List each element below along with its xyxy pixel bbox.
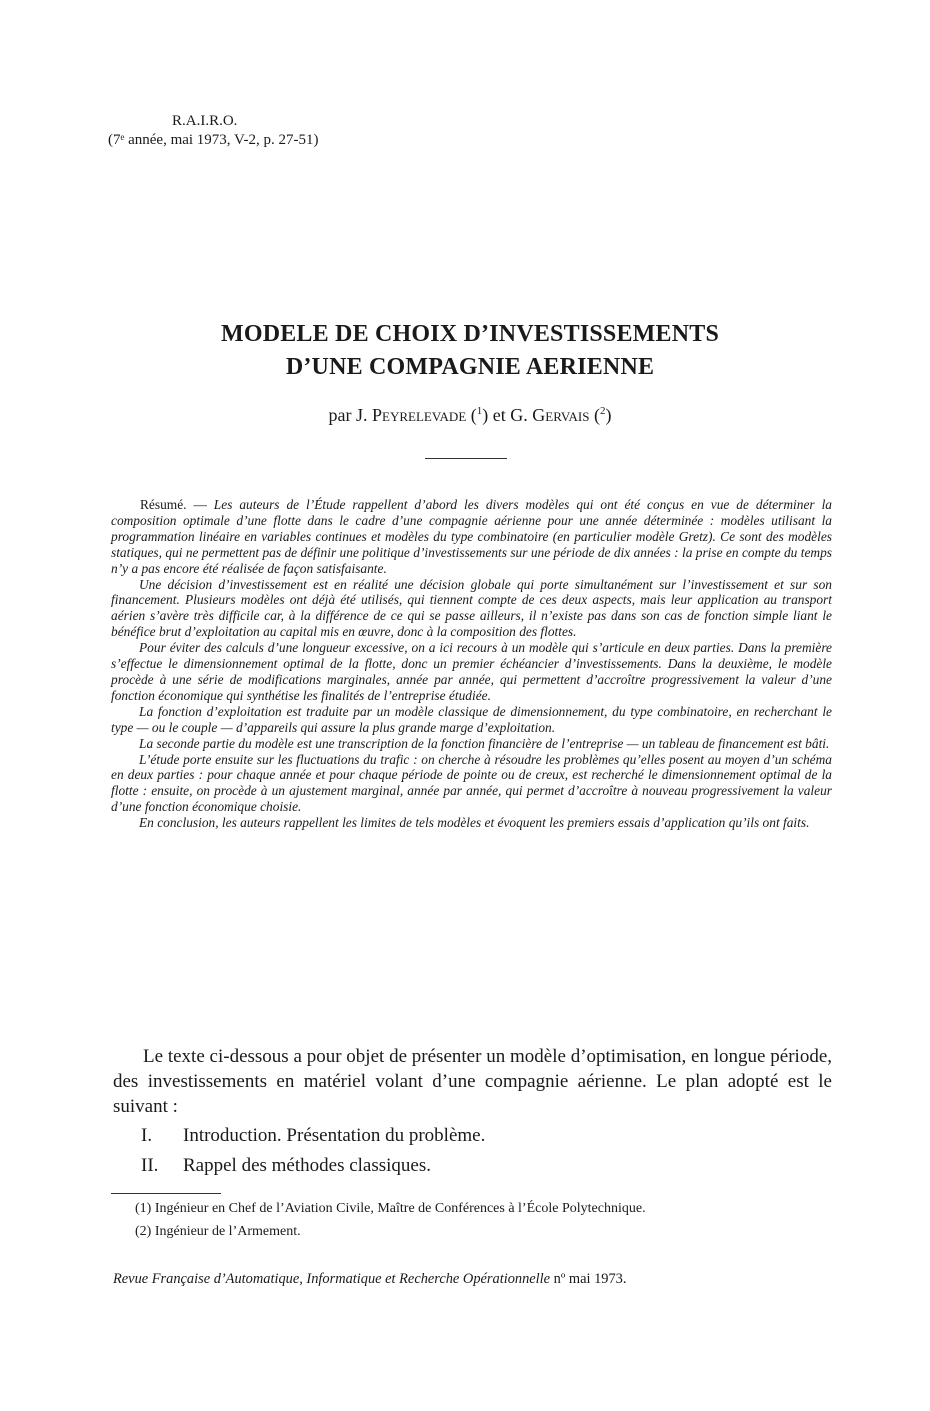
footnote-2 (113, 1224, 832, 1239)
title-line-1: MODELE DE CHOIX D’INVESTISSEMENTS (220, 321, 720, 347)
plan-item (113, 1153, 832, 1178)
intro-paragraph: Le texte ci-dessous a pour objet de présenter un modèle d’optimisation, en longue période, des investissements en matériel volant d’une compagnie aérienne. Le plan adopté est le suivant : (113, 1046, 832, 1117)
footer-issue: nº mai 1973. (553, 1271, 627, 1287)
plan-item-text: Introduction. Présentation du problème. (183, 1125, 486, 1146)
introduction (113, 1044, 832, 1183)
journal-header (108, 112, 408, 150)
author-2-name: Gervais (532, 405, 590, 425)
abstract-label: Résumé. — (140, 497, 207, 512)
abstract-paragraph: Pour éviter des calculs d’une longueur excessive, on a ici recours à un modèle qui s’articule en deux parties. Dans la première s’effectue le dimensionnement optimal de la flotte, donc un premier échéancier d’investissements. Dans la deuxième, le modèle procède à une série de modifications marginales, année par année, qui permettent d’accroître progressivement la valeur d’une fonction économique qui synthétise les finalités de l’entreprise étudiée. (111, 640, 832, 703)
abstract-paragraph: La fonction d’exploitation est traduite par un modèle classique de dimensionnement, du type combinatoire, en recherchant le type — ou le couple — d’appareils qui assure la plus grande marge d’exploitation. (111, 703, 832, 735)
authors-connector: et G. (492, 405, 528, 425)
footnote-separator (111, 1193, 221, 1194)
abstract-paragraph: La seconde partie du modèle est une transcription de la fonction financière de l’entreprise — un tableau de financement est bâti. (139, 735, 830, 751)
journal-abbrev: R.A.I.R.O. (172, 113, 238, 129)
abstract (111, 497, 832, 831)
authors-prefix: par J. (328, 405, 368, 425)
plan-item (113, 1123, 832, 1148)
title-separator (425, 458, 507, 459)
author-1-name: Peyrelevade (372, 405, 467, 425)
journal-issue-info: (7ᵉ année, mai 1973, V-2, p. 27-51) (108, 132, 319, 148)
abstract-paragraph: En conclusion, les auteurs rappellent les limites de tels modèles et évoquent les premiers essais d’application qu’ils ont faits. (139, 815, 810, 831)
author-2-note-ref: 2 (600, 405, 606, 417)
footnote-1-text: (1) Ingénieur en Chef de l’Aviation Civile, Maître de Conférences à l’École Polytechnique. (135, 1201, 646, 1216)
footnote-1 (113, 1201, 832, 1216)
paper-title (100, 318, 840, 384)
abstract-text: Les auteurs de l’Étude rappellent d’abord les divers modèles qui ont été conçus en vue de déterminer la composition optimale d’une flotte dans le cadre d’une compagnie aérienne pour une année déterminée : modèles utilisant la programmation linéaire en variables continues et modèles du type combinatoire (en particulier modèle Gretz). Ce sont des modèles statiques, qui ne permettent pas de définir une politique d’investissements sur une période de dix années : la prise en compte du temps n’y a pas encore été réalisée de façon satisfaisante. (111, 497, 832, 576)
plan-list (113, 1123, 832, 1178)
abstract-paragraph: L’étude porte ensuite sur les fluctuations du trafic : on cherche à résoudre les problèmes qu’elles posent au moyen d’un schéma en deux parties : pour chaque année et pour chaque période de pointe ou de creux, est recherché le dimensionnement optimal de la flotte : ensuite, on procède à un ajustement marginal, année par année, qui permet d’accroître à nouveau progressivement la valeur d’une fonction économique choisie. (111, 751, 832, 815)
plan-item-number: I. (141, 1125, 153, 1146)
title-line-2: D’UNE COMPAGNIE AERIENNE (285, 354, 655, 380)
footnotes (113, 1201, 832, 1247)
abstract-paragraph (111, 497, 832, 577)
page-footer (113, 1271, 832, 1288)
author-line: par J. Peyrelevade ($^1$) et G. Gervais ($^2$) (328, 405, 612, 425)
plan-item-text: Rappel des méthodes classiques. (183, 1155, 432, 1176)
footer-journal-name: Revue Française d’Automatique, Informatique et Recherche Opérationnelle (113, 1271, 551, 1287)
plan-item-number: II. (141, 1155, 159, 1176)
footnote-2-text: (2) Ingénieur de l’Armement. (135, 1224, 301, 1239)
abstract-paragraph: Une décision d’investissement est en réalité une décision globale qui porte simultanément sur l’investissement et sur son financement. Plusieurs modèles ont déjà été utilisés, qui tiennent compte de ces deux aspects, mais leur application au transport aérien s’avère très difficile car, à la différence de ce qui se passe ailleurs, il n’existe pas dans son cas de fonction simple liant le bénéfice brut d’exploitation au capital mis en œuvre, donc à la composition des flottes. (111, 576, 832, 640)
author-1-note-ref: 1 (476, 405, 483, 417)
